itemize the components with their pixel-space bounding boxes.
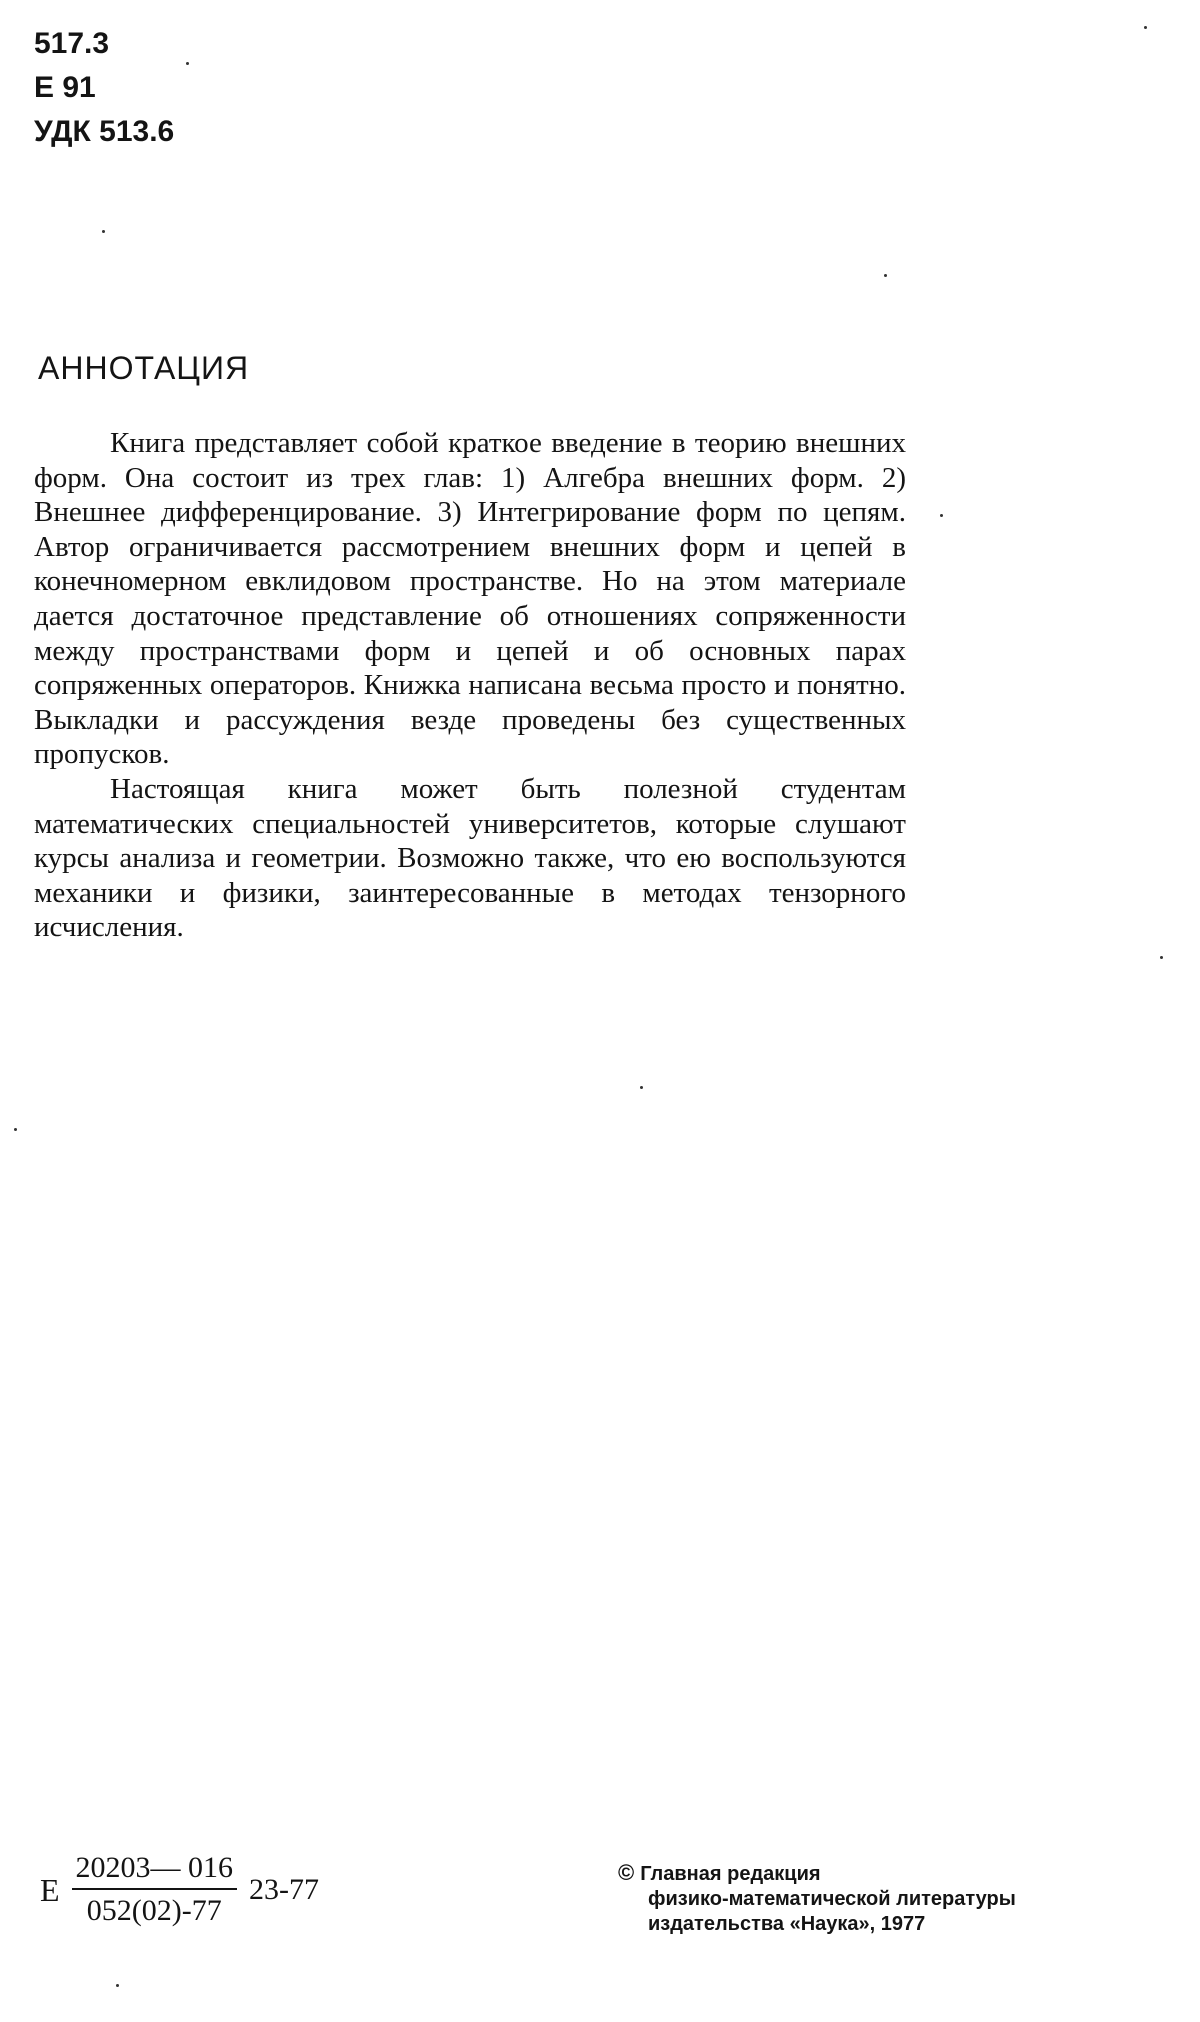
scan-speck	[1144, 26, 1147, 29]
scan-speck	[116, 1984, 119, 1987]
publication-index	[40, 1850, 319, 1930]
copyright-icon: ©	[618, 1860, 635, 1885]
index-suffix: 23-77	[249, 1873, 320, 1906]
copyright-line-1: Главная редакция	[640, 1863, 821, 1885]
scan-speck	[186, 62, 189, 65]
scan-speck	[14, 1128, 17, 1131]
scan-speck	[884, 274, 887, 277]
scan-speck	[940, 514, 943, 517]
copyright-line-3: издательства «Наука», 1977	[648, 1913, 926, 1935]
copyright-notice	[618, 1860, 1016, 1937]
annotation-heading: АННОТАЦИЯ	[38, 350, 250, 386]
classification-code: 517.3	[34, 27, 110, 60]
scan-speck	[1160, 956, 1163, 959]
author-code: Е 91	[34, 71, 96, 104]
copyright-line-2: физико-математической литературы	[648, 1888, 1016, 1910]
classification-codes	[34, 22, 174, 154]
index-numerator: 20203— 016	[72, 1850, 238, 1890]
index-denominator: 052(02)-77	[86, 1894, 222, 1927]
index-letter: Е	[40, 1871, 60, 1908]
annotation-paragraph-2: Настоящая книга может быть полезной студентам математических специальностей университетов, которые слушают курсы анализа и геометрии. Возможно также, что ею воспользуются механики и физики, заинтересованные в методах тензорного исчисления.	[34, 772, 906, 944]
annotation-body	[34, 426, 906, 945]
scan-speck	[102, 230, 105, 233]
udc-code: УДК 513.6	[34, 115, 175, 148]
scan-speck	[640, 1086, 643, 1089]
index-fraction	[72, 1850, 238, 1930]
annotation-paragraph-1: Книга представляет собой краткое введение в теорию внешних форм. Она состоит из трех глав: 1) Алгебра внешних форм. 2) Внешнее дифференцирование. 3) Интегрирование форм по цепям. Автор ограничивается рассмотрением внешних форм и цепей в конечномерном евклидовом пространстве. Но на этом материале дается достаточное представление об отношениях сопряженности между пространствами форм и цепей и об основных парах сопряженных операторов. Книжка написана весьма просто и понятно. Выкладки и рассуждения везде проведены без существенных пропусков.	[34, 427, 906, 771]
